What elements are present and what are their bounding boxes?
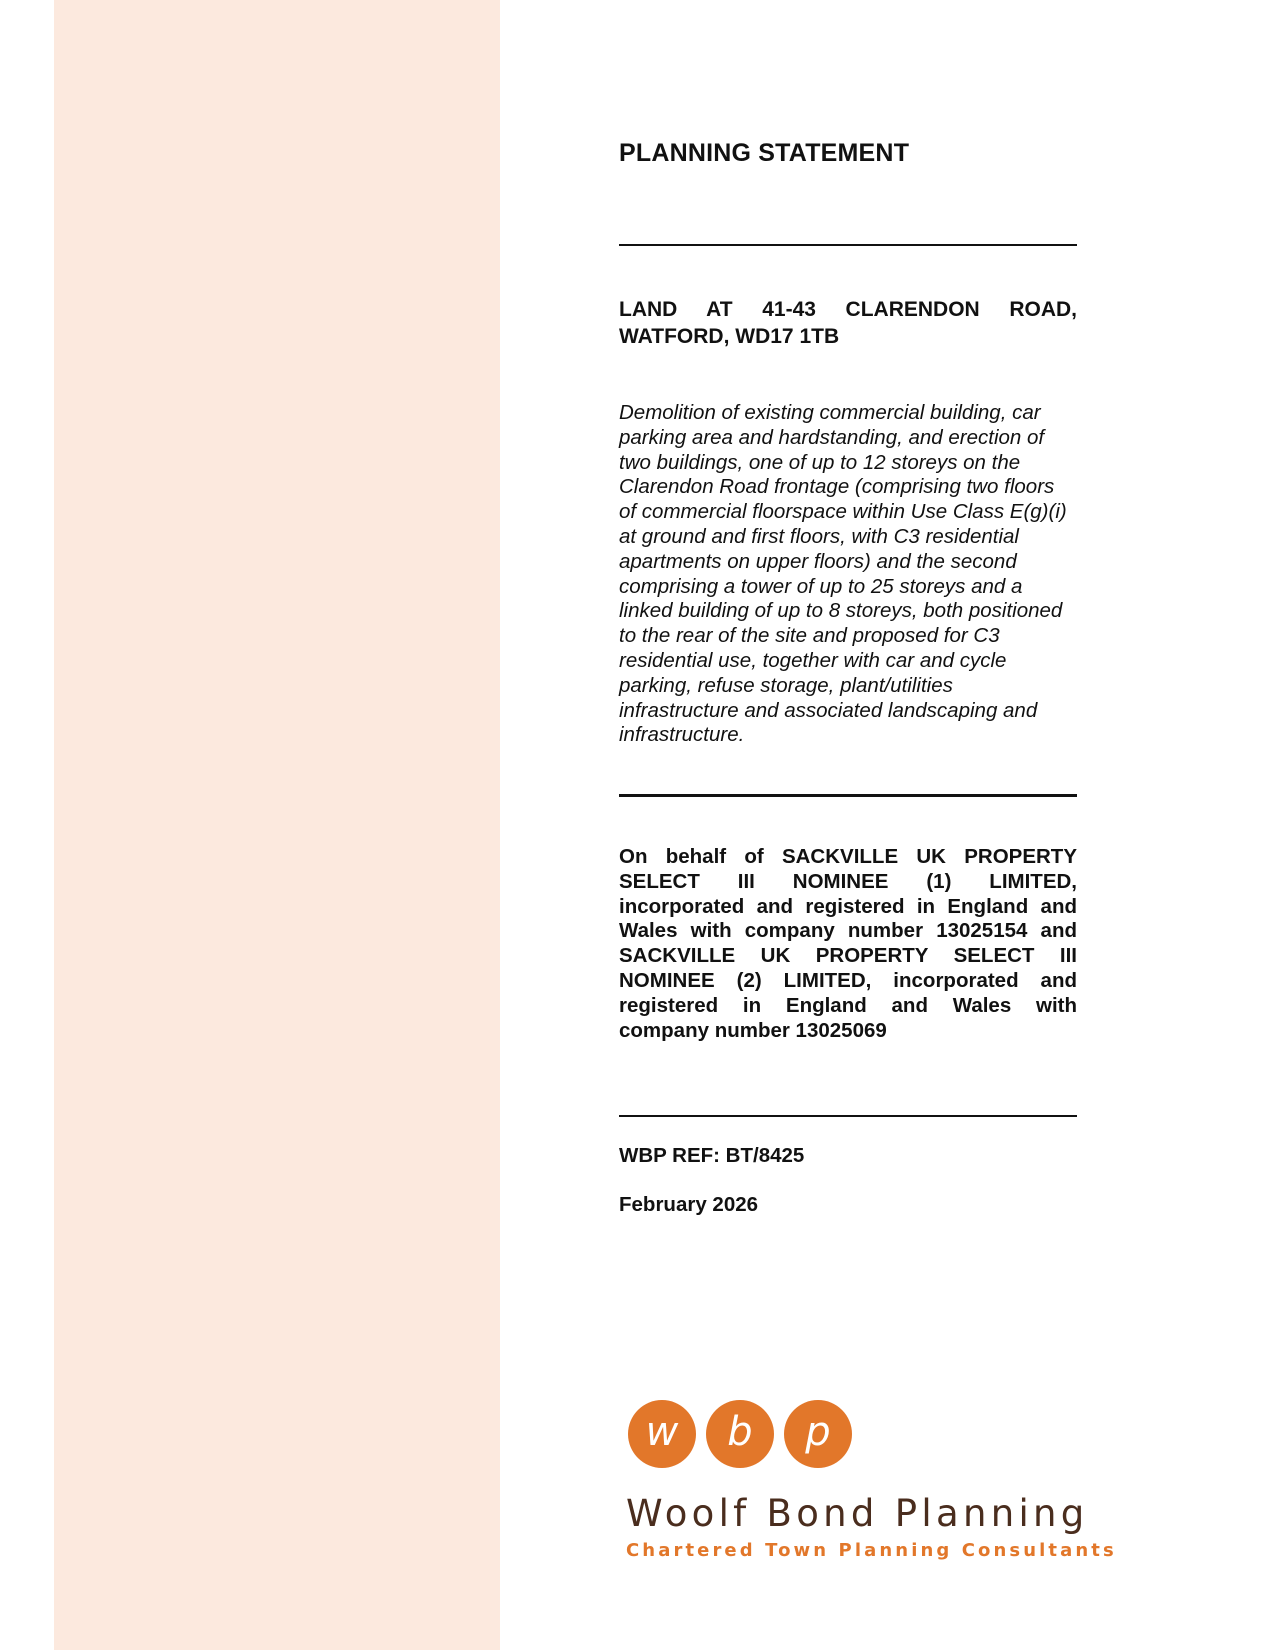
divider-rule	[619, 794, 1077, 797]
site-address: LAND AT 41-43 CLARENDON ROAD, WATFORD, WD17 1TB	[619, 298, 1077, 348]
company-tagline: Chartered Town Planning Consultants	[626, 1540, 1117, 1561]
logo-letter-b: b	[706, 1400, 774, 1468]
logo-letter-p: p	[784, 1400, 852, 1468]
development-description: Demolition of existing commercial building, car parking area and hardstanding, and erection of two buildings, one of up to 12 storeys on the Clarendon Road frontage (comprising two floors of commercial floorspace within Use Class E(g)(i) at ground and first floors, with C3 residential apartments on upper floors) and the second comprising a tower of up to 25 storeys and a linked building of up to 8 storeys, both positioned to the rear of the site and proposed for C3 residential use, together with car and cycle parking, refuse storage, plant/utilities infrastructure and associated landscaping and infrastructure.	[619, 401, 1067, 747]
reference-number: WBP REF: BT/8425	[619, 1144, 805, 1167]
client-statement: On behalf of SACKVILLE UK PROPERTY SELECT III NOMINEE (1) LIMITED, incorporated and registered in England and Wales with company number 13025154 and SACKVILLE UK PROPERTY SELECT III NOMINEE (2) LIMITED, incorporated and registered in England and Wales with company number 13025069	[619, 845, 1077, 1042]
company-logo	[626, 1400, 1117, 1570]
side-panel	[54, 0, 500, 1650]
divider-rule	[619, 244, 1077, 246]
company-name: Woolf Bond Planning	[626, 1492, 1089, 1535]
divider-rule	[619, 1115, 1077, 1117]
document-date: February 2026	[619, 1193, 759, 1216]
document-title: PLANNING STATEMENT	[619, 139, 910, 167]
logo-letter-w: w	[628, 1400, 696, 1468]
